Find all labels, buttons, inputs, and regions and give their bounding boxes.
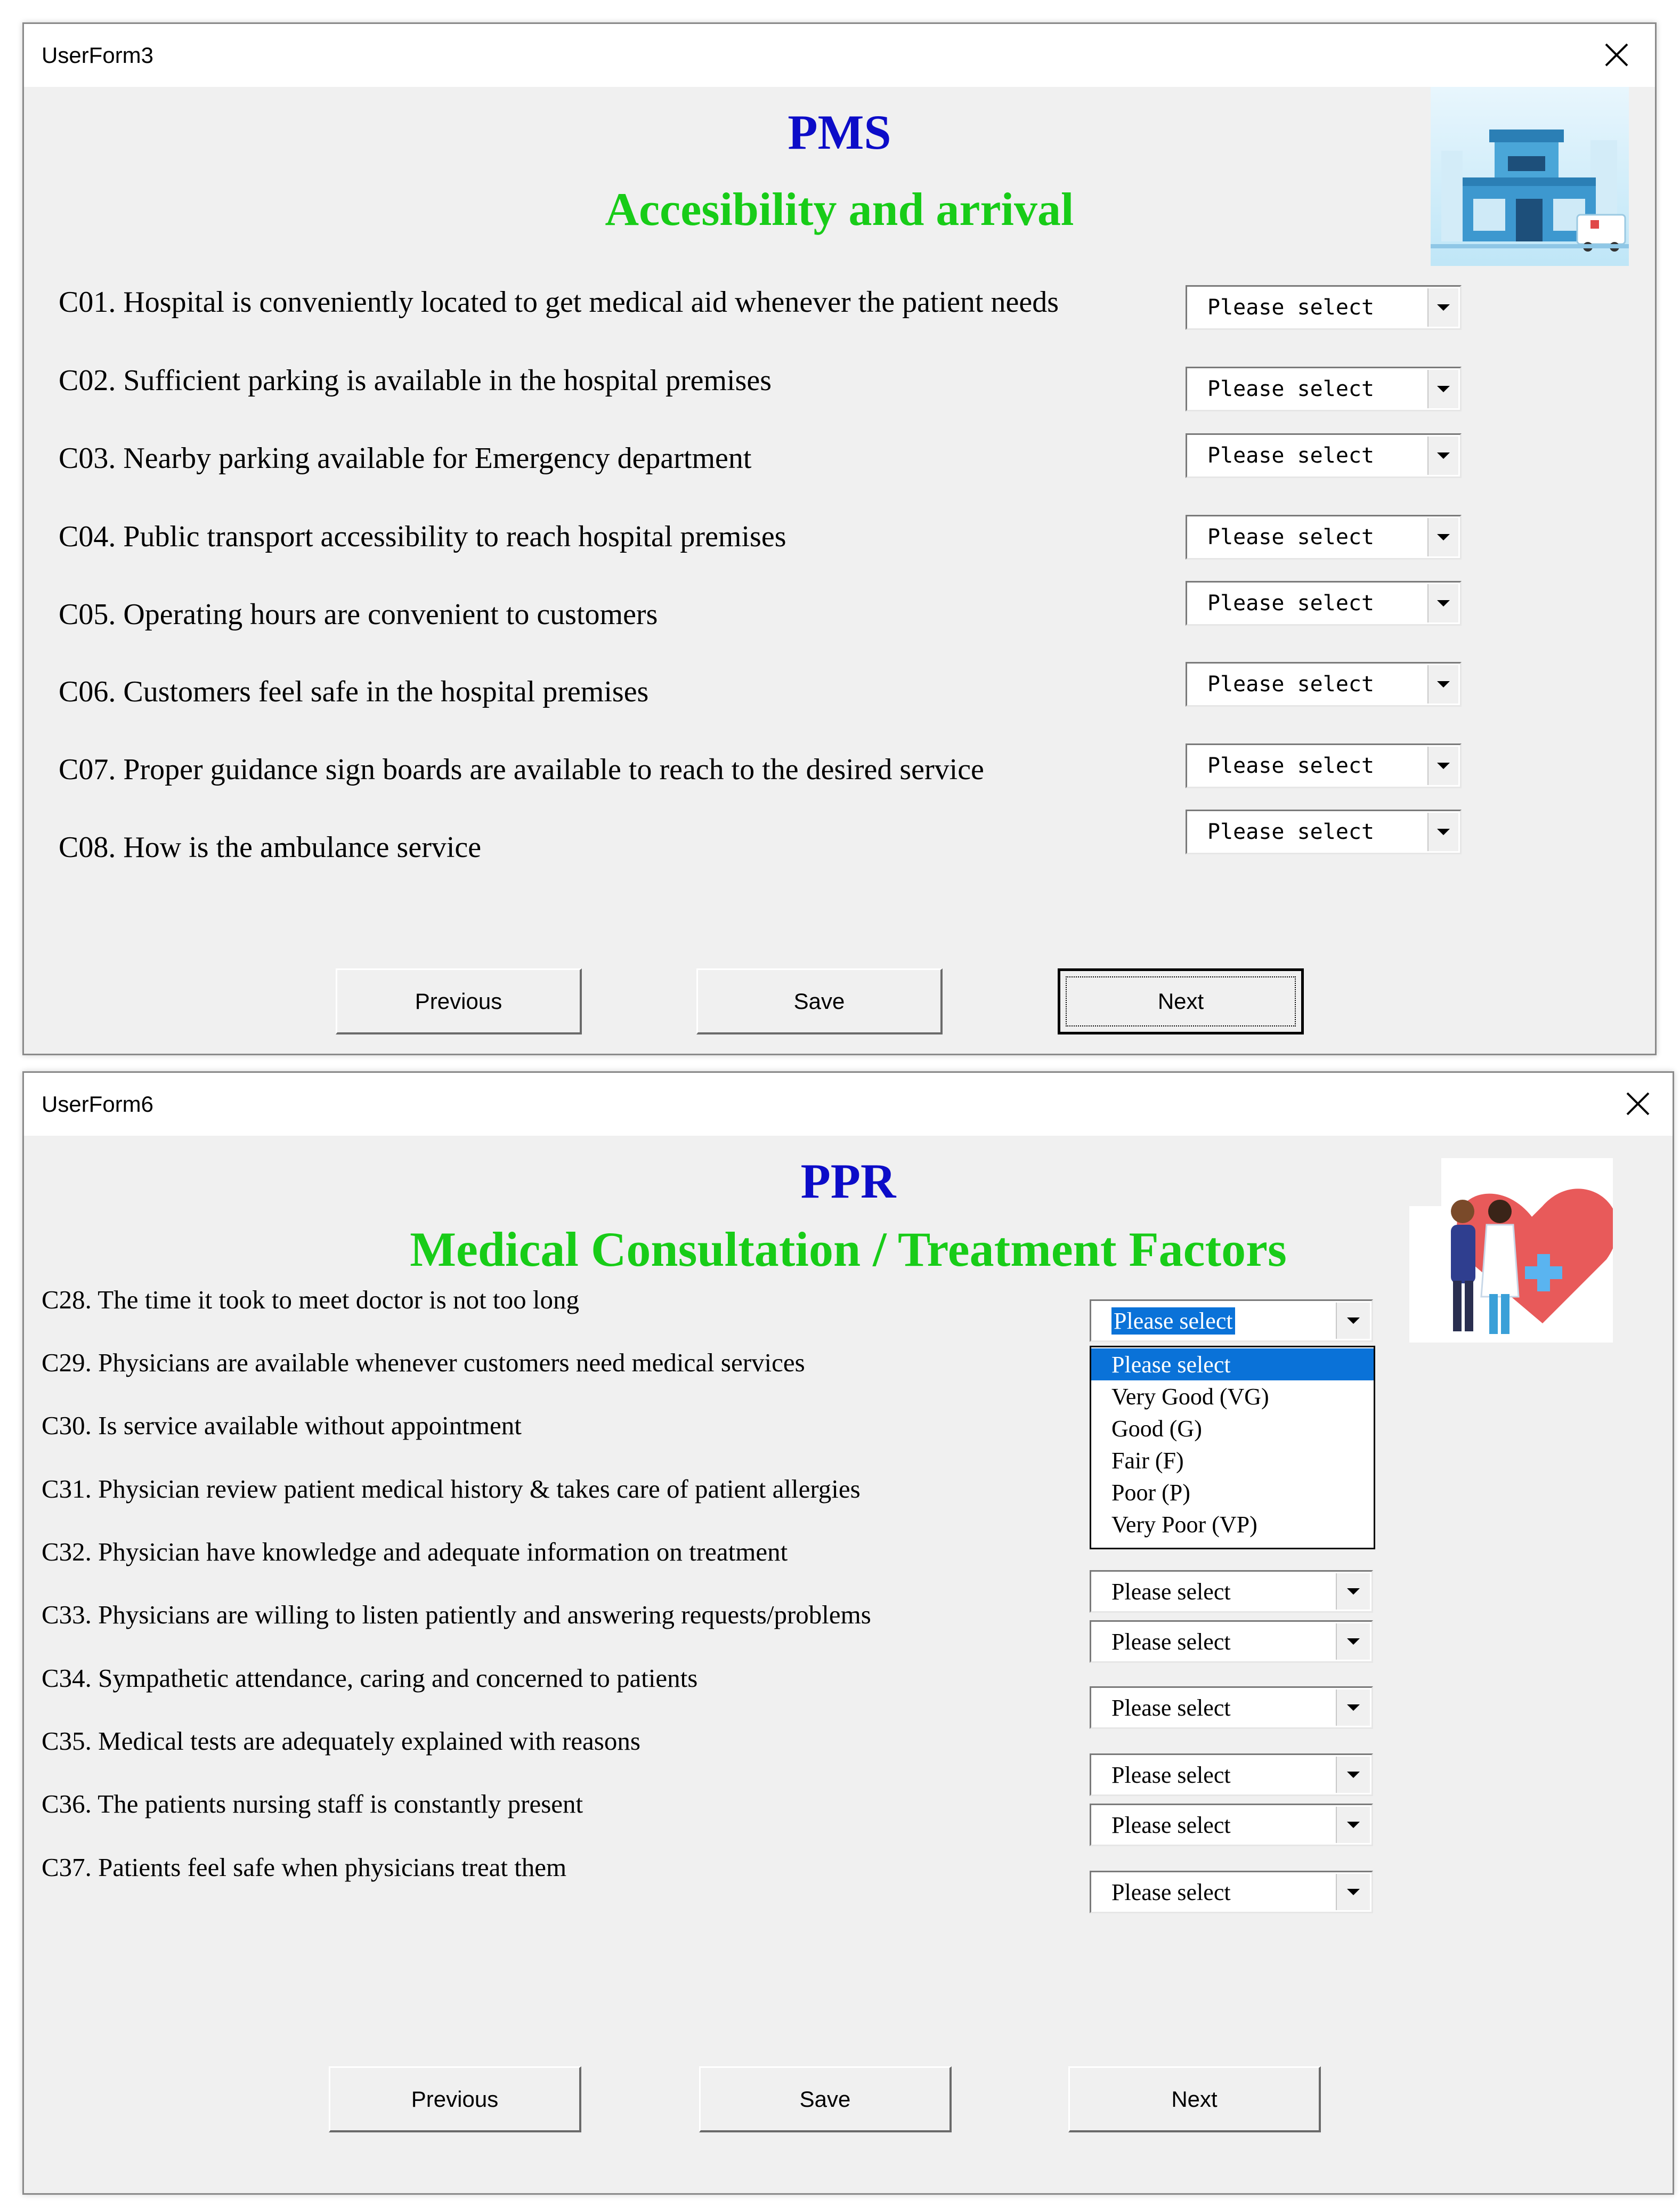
- option-good[interactable]: Good (G): [1111, 1415, 1202, 1442]
- previous-button[interactable]: Previous: [329, 2066, 581, 2132]
- rating-select[interactable]: [1186, 515, 1462, 560]
- title-bar[interactable]: [24, 1073, 1673, 1136]
- rating-select[interactable]: [1090, 1686, 1373, 1729]
- select-value: Please select: [1207, 672, 1375, 697]
- question-label: C05. Operating hours are convenient to customers: [59, 598, 658, 631]
- select-value: Please select: [1111, 1879, 1231, 1905]
- next-button[interactable]: [1058, 968, 1304, 1034]
- question-label: C31. Physician review patient medical history & takes care of patient allergies: [42, 1474, 861, 1503]
- hospital-illustration: [1431, 87, 1629, 266]
- chevron-down-icon[interactable]: [1427, 370, 1458, 408]
- chevron-down-icon[interactable]: [1336, 1874, 1370, 1910]
- rating-select[interactable]: [1186, 743, 1462, 788]
- select-value: Please select: [1111, 1301, 1235, 1340]
- question-label: C33. Physicians are willing to listen patiently and answering requests/problems: [42, 1600, 871, 1629]
- rating-select[interactable]: [1090, 1620, 1373, 1663]
- chevron-down-icon[interactable]: [1427, 436, 1458, 475]
- question-label: C30. Is service available without appointment: [42, 1411, 522, 1440]
- chevron-down-icon[interactable]: [1336, 1807, 1370, 1843]
- form-heading: PPR: [800, 1154, 896, 1208]
- question-label: C34. Sympathetic attendance, caring and concerned to patients: [42, 1663, 698, 1693]
- save-button[interactable]: Save: [699, 2066, 952, 2132]
- option-fair[interactable]: Fair (F): [1111, 1447, 1184, 1474]
- save-button[interactable]: Save: [696, 968, 943, 1034]
- window-title: UserForm3: [42, 43, 154, 68]
- rating-select[interactable]: [1090, 1570, 1373, 1613]
- select-value: Please select: [1207, 820, 1375, 844]
- option-please-select[interactable]: Please select: [1091, 1348, 1374, 1380]
- next-button-label: Next: [1157, 989, 1204, 1014]
- rating-select[interactable]: [1186, 367, 1462, 411]
- question-label: C08. How is the ambulance service: [59, 831, 482, 864]
- rating-select[interactable]: [1186, 433, 1462, 478]
- option-poor[interactable]: Poor (P): [1111, 1479, 1190, 1506]
- window-title: UserForm6: [42, 1092, 154, 1117]
- rating-select[interactable]: [1186, 285, 1462, 330]
- select-value: Please select: [1111, 1694, 1231, 1721]
- option-very-poor[interactable]: Very Poor (VP): [1111, 1511, 1257, 1538]
- rating-select[interactable]: [1090, 1804, 1373, 1846]
- rating-select[interactable]: [1090, 1753, 1373, 1796]
- userform3-window: [22, 22, 1657, 1055]
- rating-select[interactable]: [1186, 810, 1462, 854]
- rating-select[interactable]: [1186, 581, 1462, 626]
- question-label: C06. Customers feel safe in the hospital premises: [59, 675, 649, 708]
- chevron-down-icon[interactable]: [1427, 813, 1458, 851]
- rating-select[interactable]: [1186, 662, 1462, 707]
- select-value: Please select: [1111, 1578, 1231, 1605]
- chevron-down-icon[interactable]: [1427, 518, 1458, 556]
- select-value: Please select: [1207, 443, 1375, 468]
- select-value: Please select: [1207, 525, 1375, 549]
- previous-button[interactable]: Previous: [336, 968, 582, 1034]
- chevron-down-icon[interactable]: [1336, 1623, 1370, 1660]
- select-value: Please select: [1207, 754, 1375, 778]
- close-icon[interactable]: [1624, 1090, 1652, 1118]
- question-label: C37. Patients feel safe when physicians treat them: [42, 1853, 567, 1882]
- rating-select[interactable]: [1090, 1871, 1373, 1913]
- chevron-down-icon[interactable]: [1336, 1303, 1370, 1339]
- form-subheading: Medical Consultation / Treatment Factors: [410, 1222, 1287, 1276]
- question-label: C01. Hospital is conveniently located to get medical aid whenever the patient needs: [59, 286, 1059, 319]
- option-very-good[interactable]: Very Good (VG): [1111, 1383, 1269, 1410]
- userform6-window: [22, 1071, 1674, 2195]
- form-subheading: Accesibility and arrival: [605, 184, 1074, 236]
- question-label: C36. The patients nursing staff is constantly present: [42, 1789, 583, 1818]
- select-value: Please select: [1111, 1812, 1231, 1838]
- rating-select-open[interactable]: [1090, 1299, 1373, 1342]
- chevron-down-icon[interactable]: [1427, 584, 1458, 623]
- question-label: C28. The time it took to meet doctor is not too long: [42, 1285, 579, 1314]
- select-value: Please select: [1111, 1761, 1231, 1788]
- doctor-patient-illustration: [1409, 1158, 1613, 1343]
- question-label: C29. Physicians are available whenever customers need medical services: [42, 1348, 805, 1377]
- chevron-down-icon[interactable]: [1427, 288, 1458, 327]
- chevron-down-icon[interactable]: [1336, 1757, 1370, 1793]
- next-button[interactable]: Next: [1068, 2066, 1321, 2132]
- title-bar[interactable]: [24, 24, 1655, 87]
- rating-options-list[interactable]: [1090, 1346, 1375, 1549]
- question-label: C35. Medical tests are adequately explained with reasons: [42, 1726, 640, 1756]
- question-label: C03. Nearby parking available for Emergency department: [59, 442, 752, 475]
- question-label: C04. Public transport accessibility to reach hospital premises: [59, 520, 786, 553]
- select-value: Please select: [1111, 1628, 1231, 1655]
- chevron-down-icon[interactable]: [1427, 665, 1458, 704]
- chevron-down-icon[interactable]: [1427, 747, 1458, 785]
- chevron-down-icon[interactable]: [1336, 1573, 1370, 1610]
- select-value: Please select: [1207, 591, 1375, 616]
- select-value: Please select: [1207, 295, 1375, 320]
- chevron-down-icon[interactable]: [1336, 1689, 1370, 1726]
- question-label: C32. Physician have knowledge and adequate information on treatment: [42, 1537, 788, 1566]
- close-icon[interactable]: [1603, 41, 1630, 69]
- question-label: C07. Proper guidance sign boards are available to reach to the desired service: [59, 753, 984, 786]
- form-heading: PMS: [788, 105, 891, 159]
- question-label: C02. Sufficient parking is available in the hospital premises: [59, 364, 772, 397]
- select-value: Please select: [1207, 377, 1375, 401]
